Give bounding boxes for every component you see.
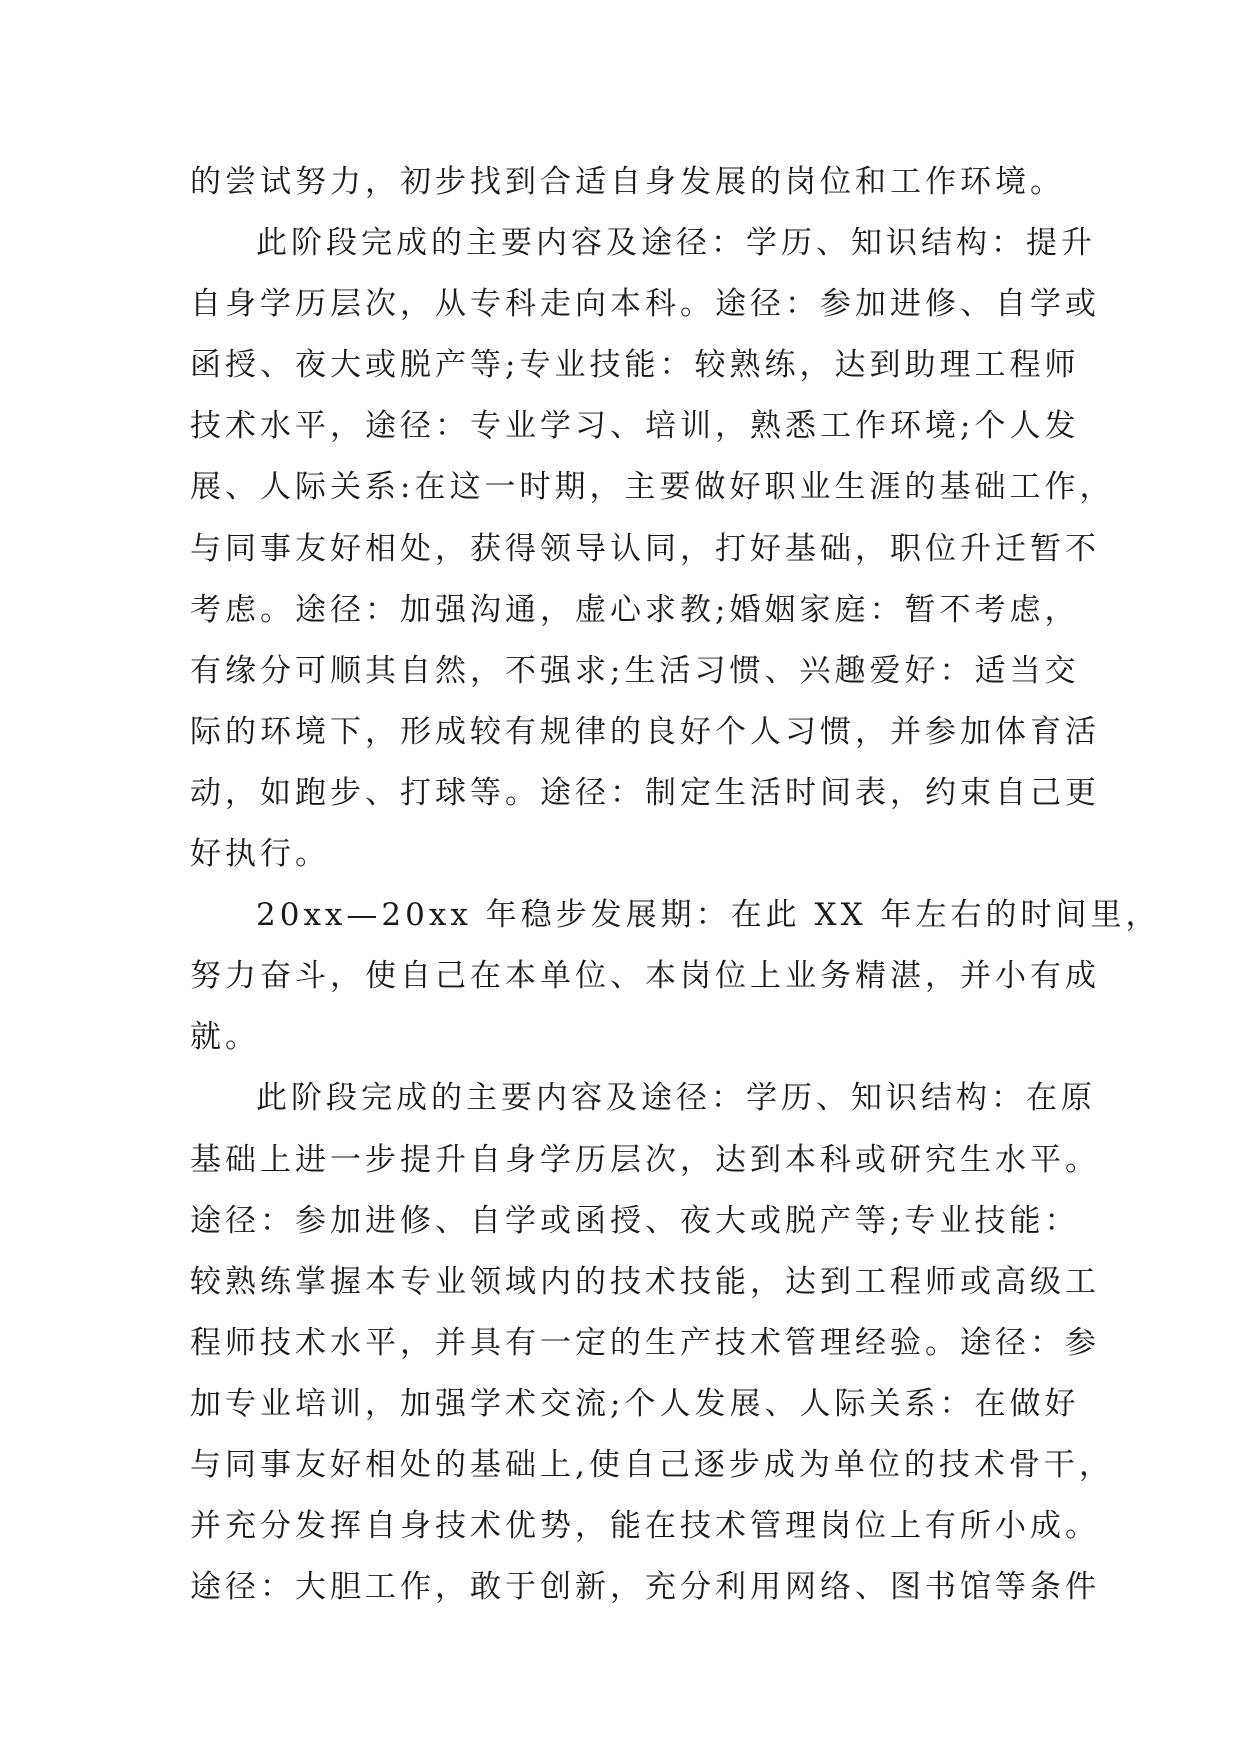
text-line: 好执行。 [190, 836, 330, 873]
text-line: 加专业培训，加强学术交流;个人发展、人际关系：在做好 [190, 1385, 1080, 1422]
text-line: 的尝试努力，初步找到合适自身发展的岗位和工作环境。 [190, 164, 1065, 200]
text-line: 并充分发挥自身技术优势，能在技术管理岗位上有所小成。 [190, 1508, 1100, 1545]
text-line: 努力奋斗，使自己在本单位、本岗位上业务精湛，并小有成 [190, 958, 1100, 995]
text-line: 动，如跑步、打球等。途径：制定生活时间表，约束自己更 [190, 774, 1100, 811]
text-line: 就。 [190, 1019, 260, 1056]
paragraph-start-line: 此阶段完成的主要内容及途径：学历、知识结构：在原 [256, 1080, 1096, 1117]
text-line: 与同事友好相处的基础上,使自己逐步成为单位的技术骨干， [190, 1446, 1114, 1483]
text-line: 基础上进一步提升自身学历层次，达到本科或研究生水平。 [190, 1141, 1100, 1178]
text-line: 自身学历层次，从专科走向本科。途径：参加进修、自学或 [190, 286, 1100, 323]
text-line: 有缘分可顺其自然，不强求;生活习惯、兴趣爱好：适当交 [190, 652, 1080, 689]
document-body [190, 152, 1161, 1618]
paragraph-start-line: 20xx—20xx 年稳步发展期：在此 XX 年左右的时间里， [256, 897, 1161, 934]
text-line: 考虑。途径：加强沟通，虚心求教;婚姻家庭：暂不考虑， [190, 591, 1080, 628]
text-line: 程师技术水平，并具有一定的生产技术管理经验。途径：参 [190, 1324, 1100, 1361]
text-line: 技术水平，途径：专业学习、培训，熟悉工作环境;个人发 [190, 408, 1080, 445]
text-line: 较熟练掌握本专业领域内的技术技能，达到工程师或高级工 [190, 1263, 1100, 1300]
text-line: 与同事友好相处，获得领导认同，打好基础，职位升迁暂不 [190, 530, 1100, 567]
text-line: 途径：大胆工作，敢于创新，充分利用网络、图书馆等条件 [190, 1569, 1100, 1606]
text-line: 途径：参加进修、自学或函授、夜大或脱产等;专业技能： [190, 1202, 1080, 1239]
text-line: 展、人际关系:在这一时期，主要做好职业生涯的基础工作， [190, 469, 1115, 506]
paragraph-start-line: 此阶段完成的主要内容及途径：学历、知识结构：提升 [256, 225, 1096, 262]
text-line: 函授、夜大或脱产等;专业技能：较熟练，达到助理工程师 [190, 347, 1080, 384]
text-line: 际的环境下，形成较有规律的良好个人习惯，并参加体育活 [190, 713, 1100, 750]
